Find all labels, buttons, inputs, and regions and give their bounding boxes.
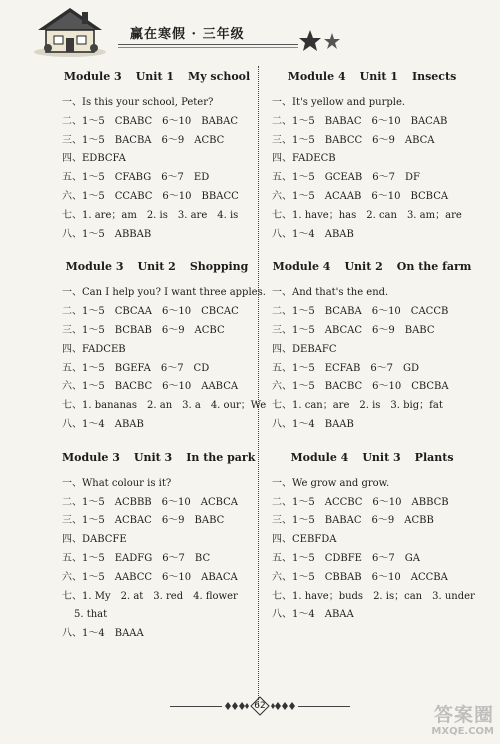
answer-line: 五、1～5 GCEAB 6～7 DF bbox=[272, 172, 420, 184]
answer-line: 七、1. have；buds 2. is；can 3. under bbox=[272, 590, 475, 602]
answer-line: 一、Is this your school, Peter? bbox=[62, 97, 214, 108]
watermark-url: MXQE.COM bbox=[431, 726, 494, 737]
answer-line: 八、1～5 ABBAB bbox=[62, 228, 152, 240]
answer-line: 五、1～5 BGEFA 6～7 CD bbox=[62, 362, 210, 374]
answer-line: 四、FADCEB bbox=[62, 343, 126, 355]
answer-line: 二、1～5 BCABA 6～10 CACCB bbox=[272, 306, 449, 318]
answer-line: 二、1～5 ACBBB 6～10 ACBCA bbox=[62, 496, 239, 508]
page-header bbox=[0, 0, 500, 62]
answer-line: 四、DABCFE bbox=[62, 534, 127, 546]
answer-line: 5. that bbox=[74, 609, 108, 621]
answer-line: 七、1. My 2. at 3. red 4. flower bbox=[62, 590, 238, 602]
section-title: Module 3 Unit 3 In the park bbox=[62, 450, 256, 464]
answer-line: 七、1. bananas 2. an 3. a 4. our；We bbox=[62, 400, 267, 412]
watermark bbox=[408, 704, 494, 740]
answer-line: 八、1～4 ABAA bbox=[272, 609, 354, 621]
section-title: Module 3 Unit 1 My school bbox=[63, 70, 251, 83]
answer-line: 一、And that's the end. bbox=[272, 287, 389, 299]
answer-line: 五、1～5 CDBFE 6～7 GA bbox=[272, 552, 420, 564]
answer-line: 二、1～5 BABAC 6～10 BACAB bbox=[272, 115, 448, 127]
answer-line: 二、1～5 CBCAA 6～10 CBCAC bbox=[62, 306, 239, 318]
footer-rule bbox=[298, 706, 350, 707]
answer-line: 一、It's yellow and purple. bbox=[272, 97, 406, 108]
answer-line: 一、What colour is it? bbox=[62, 477, 172, 489]
answer-line: 八、1～4 BAAA bbox=[62, 628, 144, 640]
answer-line: 四、DEBAFC bbox=[272, 343, 337, 355]
answer-line: 七、1. have；has 2. can 3. am；are bbox=[272, 209, 462, 221]
header-rule bbox=[118, 44, 298, 45]
column-divider bbox=[258, 66, 259, 706]
section-title: Module 3 Unit 2 Shopping bbox=[65, 260, 249, 274]
answer-line: 五、1～5 EADFG 6～7 BC bbox=[62, 552, 211, 564]
answer-line: 四、CEBFDA bbox=[272, 534, 337, 546]
answer-line: 三、1～5 ACBAC 6～9 BABC bbox=[62, 515, 225, 527]
left-column bbox=[62, 64, 267, 644]
answer-line: 六、1～5 CCABC 6～10 BBACC bbox=[62, 190, 239, 202]
answer-line: 三、1～5 ABCAC 6～9 BABC bbox=[272, 324, 435, 336]
answer-line: 四、EDBCFA bbox=[62, 153, 126, 165]
page-footer bbox=[170, 696, 350, 716]
answer-line: 六、1～5 BACBC 6～10 AABCA bbox=[62, 381, 239, 393]
answer-line: 五、1～5 ECFAB 6～7 GD bbox=[272, 362, 420, 374]
answer-line: 三、1～5 BCBAB 6～9 ACBC bbox=[62, 324, 225, 336]
answer-line: 八、1～4 ABAB bbox=[272, 228, 354, 240]
watermark-title: 答案圈 bbox=[433, 704, 494, 726]
answer-line: 三、1～5 BABAC 6～9 ACBB bbox=[272, 515, 434, 527]
answer-line: 一、Can I help you? I want three apples. bbox=[62, 287, 266, 299]
answer-line: 七、1. can；are 2. is 3. big；fat bbox=[272, 400, 443, 412]
answer-line: 三、1～5 BABCC 6～9 ABCA bbox=[272, 134, 435, 146]
answer-line: 七、1. are；am 2. is 3. are 4. is bbox=[62, 209, 239, 221]
page-number: 62 bbox=[254, 701, 266, 711]
answer-line: 六、1～5 CBBAB 6～10 ACCBA bbox=[272, 571, 448, 583]
answer-line: 三、1～5 BACBA 6～9 ACBC bbox=[62, 134, 225, 146]
footer-rule bbox=[170, 706, 222, 707]
answer-line: 四、FADECB bbox=[272, 153, 336, 165]
answer-line: 八、1～4 BAAB bbox=[272, 418, 354, 430]
right-column bbox=[272, 64, 475, 625]
diamond-ornament-icon bbox=[222, 700, 250, 712]
section-title: Module 4 Unit 2 On the farm bbox=[272, 260, 472, 274]
answer-line: 六、1～5 BACBC 6～10 CBCBA bbox=[272, 381, 449, 393]
cartoon-house-icon bbox=[30, 4, 110, 58]
answer-line: 一、We grow and grow. bbox=[272, 477, 390, 489]
section-title: Module 4 Unit 3 Plants bbox=[290, 450, 454, 464]
answer-line: 八、1～4 ABAB bbox=[62, 418, 144, 430]
section-title: Module 4 Unit 1 Insects bbox=[287, 70, 457, 83]
answer-line: 二、1～5 CBABC 6～10 BABAC bbox=[62, 115, 239, 127]
page-header-title: 赢在寒假 · 三年级 bbox=[130, 27, 245, 42]
answer-line: 六、1～5 AABCC 6～10 ABACA bbox=[62, 571, 238, 583]
answer-line: 五、1～5 CFABG 6～7 ED bbox=[62, 172, 210, 184]
stars-decoration-icon bbox=[298, 28, 344, 54]
diamond-ornament-icon bbox=[270, 700, 298, 712]
answer-line: 六、1～5 ACAAB 6～10 BCBCA bbox=[272, 190, 449, 202]
header-rule bbox=[118, 47, 298, 48]
answer-line: 二、1～5 ACCBC 6～10 ABBCB bbox=[272, 496, 449, 508]
